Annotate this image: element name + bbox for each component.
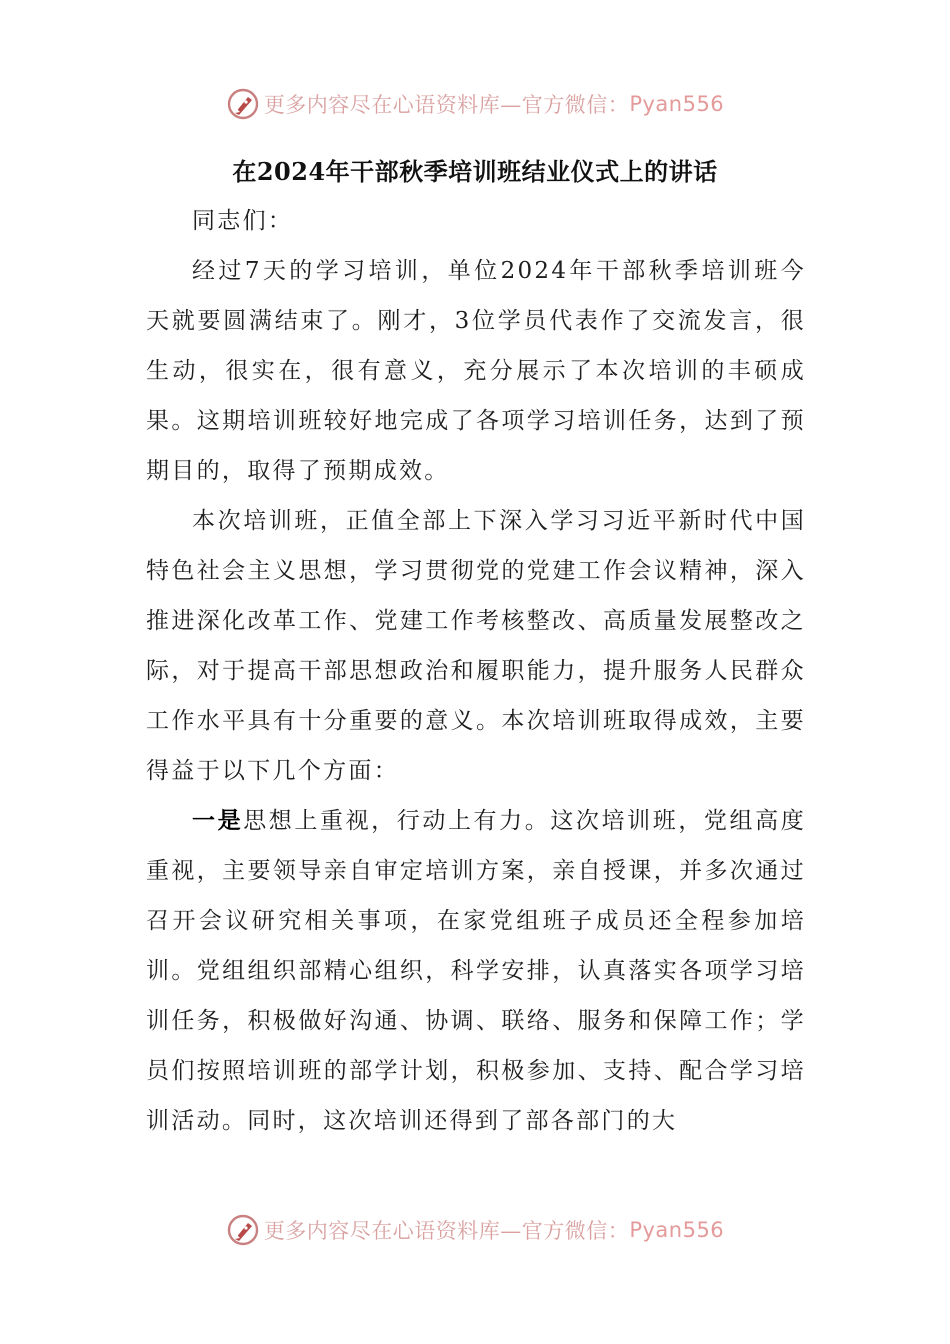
watermark-text: 更多内容尽在心语资料库—官方微信： (263, 1219, 630, 1243)
pen-nib-logo-icon (226, 1213, 260, 1247)
salutation: 同志们： (192, 208, 294, 234)
point-1-text: 思想上重视，行动上有力。这次培训班，党组高度重视，主要领导亲自审定培训方案，亲自授课，并多次通过召开会议研究相关事项，在家党组班子成员还全程参加培训。党组组织部精心组织，科学安排，认真落实各项学习培训任务，积极做好沟通、协调、联络、服务和保障工作；学员们按照培训班的部学计划，积极参加、支持、配合学习培训活动。同时，这次培训还得到了部各部门的大 (146, 808, 806, 1134)
point-1-lead: 一是 (192, 807, 244, 834)
document-body (146, 196, 806, 1146)
header-watermark (0, 84, 950, 124)
document-title: 在2024年干部秋季培训班结业仪式上的讲话 (232, 157, 718, 186)
footer-watermark (0, 1210, 950, 1250)
paragraph-2: 本次培训班，正值全部上下深入学习习近平新时代中国特色社会主义思想，学习贯彻党的党建工作会议精神，深入推进深化改革工作、党建工作考核整改、高质量发展整改之际，对于提高干部思想政治和履职能力，提升服务人民群众工作水平具有十分重要的意义。本次培训班取得成效，主要得益于以下几个方面： (146, 508, 806, 784)
paragraph-1: 经过7天的学习培训，单位2024年干部秋季培训班今天就要圆满结束了。刚才，3位学员代表作了交流发言，很生动，很实在，很有意义，充分展示了本次培训的丰硕成果。这期培训班较好地完成了各项学习培训任务，达到了预期目的，取得了预期成效。 (146, 258, 806, 484)
paragraph-3 (146, 796, 806, 1146)
watermark-text: 更多内容尽在心语资料库—官方微信： (263, 93, 630, 117)
pen-nib-logo-icon (226, 87, 260, 121)
watermark-id: Pyan556 (629, 92, 725, 116)
watermark-id: Pyan556 (629, 1218, 725, 1242)
